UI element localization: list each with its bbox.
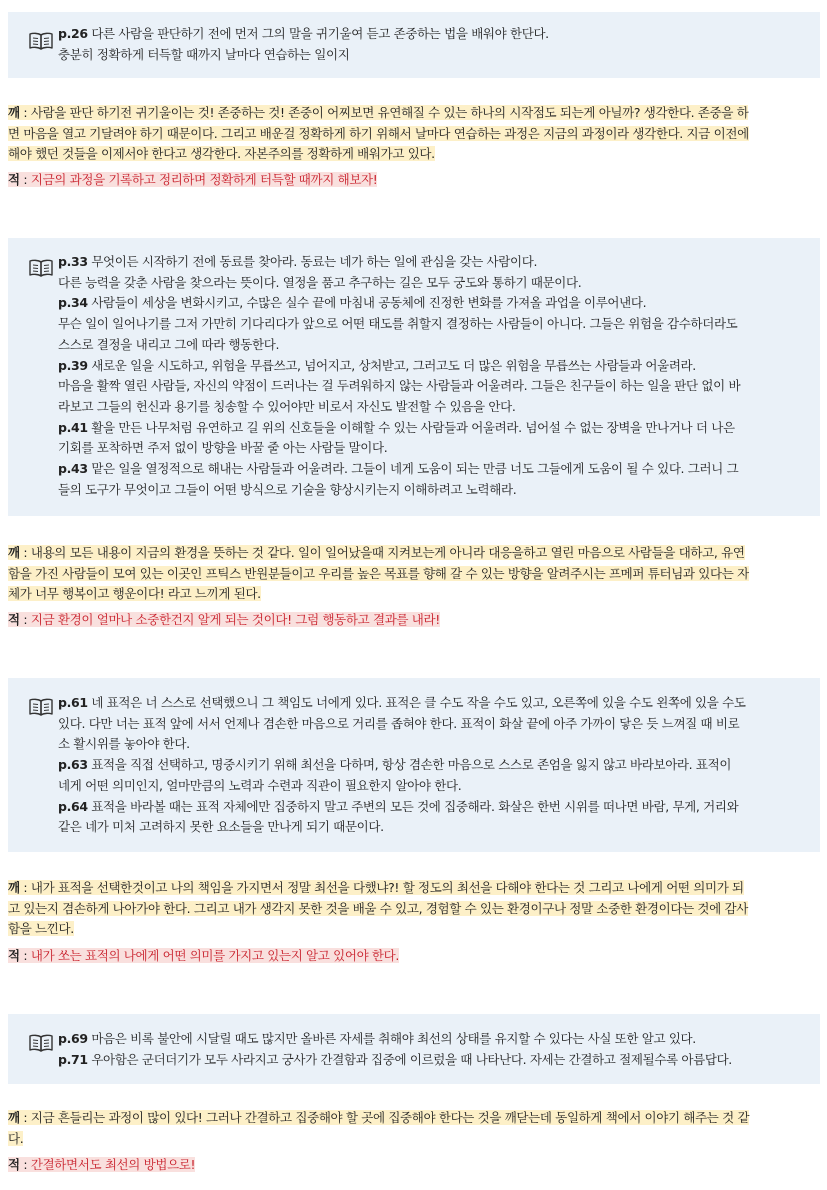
quote-block <box>8 238 820 516</box>
kkae-highlight <box>8 1110 749 1125</box>
reflection-block <box>8 543 824 631</box>
quote-block <box>8 678 820 852</box>
kkae-label: 깨 <box>8 1110 20 1125</box>
quote-text: 무엇이든 시작하기 전에 동료를 찾아라. 동료는 네가 하는 일에 관심을 갖는 사람이다. <box>87 254 538 269</box>
quote-text: 우아함은 군더더기가 모두 사라지고 궁사가 간결함과 집중에 이르렀을 때 나타난다. 자세는 간결하고 절제될수록 아름답다. <box>87 1051 732 1067</box>
open-book-icon <box>28 1034 54 1052</box>
jeok-line <box>8 946 824 967</box>
kkae-line <box>8 1108 824 1129</box>
quote-text: 마음을 활짝 열린 사람들, 자신의 약점이 드러나는 걸 두려워하지 않는 사람들과 어울려라. 그들은 친구들이 하는 일을 판단 없이 바 <box>58 378 741 394</box>
open-book-icon <box>28 259 54 277</box>
quote-line <box>58 797 800 818</box>
page-number: p.34 <box>58 295 88 311</box>
jeok-text: 내가 쏘는 표적의 나에게 어떤 의미를 가지고 있는지 알고 있어야 한다. <box>30 948 400 964</box>
quote-line <box>58 1029 800 1050</box>
jeok-label: 적 <box>8 612 20 628</box>
jeok-label: 적 <box>8 172 20 188</box>
kkae-text: 내용의 모든 내용이 지금의 환경을 뜻하는 것 같다. 일이 일어났을때 지켜보는게 아니라 대응을하고 열린 마음으로 사람들을 대하고, 유연 <box>30 545 745 560</box>
label-separator: : <box>19 545 31 560</box>
quote-line <box>58 817 800 838</box>
kkae-highlight <box>8 126 749 141</box>
quote-line <box>58 252 800 273</box>
quote-text: 스스로 결정을 내리고 그에 따라 행동한다. <box>58 336 280 352</box>
kkae-highlight <box>8 1131 23 1146</box>
quote-text: 라보고 그들의 헌신과 용기를 칭송할 수 있어야만 비로서 자신도 발전할 수 있음을 안다. <box>58 398 516 414</box>
quote-text: 표적을 직접 선택하고, 명중시키기 위해 최선을 다하며, 항상 겸손한 마음으로 스스로 존엄을 잃지 않고 바라보아라. 표적이 <box>87 757 732 773</box>
kkae-label: 깨 <box>8 105 20 120</box>
label-separator: : <box>19 172 31 188</box>
kkae-lines <box>8 878 824 940</box>
kkae-label: 깨 <box>8 545 20 560</box>
quote-line <box>58 397 800 418</box>
kkae-highlight <box>8 146 435 161</box>
quote-line <box>58 1050 800 1071</box>
quote-text: 들의 도구가 무엇이고 그들이 어떤 방식으로 기술을 향상시키는지 이해하려고 노력해라. <box>58 481 517 497</box>
jeok-text: 지금 환경이 얼마나 소중한건지 알게 되는 것이다! 그럼 행동하고 결과를 내라! <box>30 612 440 628</box>
reflection-block <box>8 1108 824 1176</box>
quote-line <box>58 273 800 294</box>
kkae-highlight <box>8 880 744 895</box>
page-number: p.39 <box>58 357 88 373</box>
kkae-lines <box>8 103 824 165</box>
quote-text: 다른 사람을 판단하기 전에 먼저 그의 말을 귀기울여 듣고 존중하는 법을 배워야 한단다. <box>87 26 549 41</box>
kkae-text: 면 마음을 열고 기달려야 하기 때문이다. 그리고 배운걸 정확하게 하기 위해서 날마다 연습하는 과정은 지금의 과정이라 생각한다. 지금 이전에 <box>8 125 749 141</box>
kkae-text: 지금 흔들리는 과정이 많이 있다! 그러나 간결하고 집중해야 할 곳에 집중해야 한다는 것을 깨닫는데 동일하게 책에서 이야기 해주는 것 같 <box>30 1110 750 1125</box>
kkae-line <box>8 1129 824 1150</box>
quote-text: 마음은 비록 불안에 시달릴 때도 많지만 올바른 자세를 취해야 최선의 상태를 유지할 수 있다는 사실 또한 알고 있다. <box>87 1031 696 1046</box>
reflection-block <box>8 103 824 191</box>
kkae-highlight <box>8 105 748 120</box>
kkae-line <box>8 564 824 585</box>
label-separator: : <box>19 880 31 895</box>
label-separator: : <box>19 948 31 964</box>
jeok-text: 지금의 과정을 기록하고 정리하며 정확하게 터득할 때까지 해보자! <box>30 172 378 188</box>
quote-text: 무슨 일이 일어나기를 그저 가만히 기다리다가 앞으로 어떤 태도를 취할지 결정하는 사람들이 아니다. 그들은 위험을 감수하더라도 <box>58 316 738 332</box>
jeok-line <box>8 170 824 191</box>
quote-line <box>58 376 800 397</box>
quote-lines <box>58 12 800 65</box>
kkae-line <box>8 144 824 165</box>
quote-line <box>58 418 800 439</box>
kkae-line <box>8 878 824 899</box>
kkae-line <box>8 124 824 145</box>
quote-text: 네게 어떤 의미인지, 얼마만큼의 노력과 수련과 직관이 필요한지 알아야 한다. <box>58 777 462 793</box>
quote-block <box>8 1014 820 1084</box>
quote-line <box>58 335 800 356</box>
quote-line <box>58 438 800 459</box>
kkae-highlight <box>8 586 261 601</box>
kkae-lines <box>8 543 824 605</box>
kkae-line <box>8 103 824 124</box>
kkae-line <box>8 543 824 564</box>
quote-line <box>58 714 800 735</box>
jeok-highlight <box>8 948 399 963</box>
quote-line <box>58 356 800 377</box>
open-book-icon <box>28 32 54 50</box>
page-number: p.63 <box>58 757 88 773</box>
page-number: p.41 <box>58 419 88 435</box>
quote-text: 활을 만든 나무처럼 유연하고 길 위의 신호들을 이해할 수 있는 사람들과 어울려라. 넘어설 수 없는 장벽을 만나거나 더 나은 <box>87 419 735 435</box>
quote-lines <box>58 1014 800 1070</box>
jeok-text: 간결하면서도 최선의 방법으로! <box>30 1157 196 1173</box>
kkae-lines <box>8 1108 824 1149</box>
jeok-highlight <box>8 1157 195 1172</box>
quote-line <box>58 776 800 797</box>
kkae-text: 해야 했던 것들을 이제서야 한다고 생각한다. 자본주의를 정확하게 배워가고 있다. <box>8 146 435 162</box>
quote-text: 소 활시위를 놓아야 한다. <box>58 736 190 752</box>
jeok-highlight <box>8 172 377 187</box>
jeok-line <box>8 1155 824 1176</box>
kkae-highlight <box>8 901 748 916</box>
quote-text: 충분히 정확하게 터득할 때까지 날마다 연습하는 일이지 <box>58 46 350 62</box>
kkae-line <box>8 584 824 605</box>
kkae-highlight <box>8 921 74 936</box>
kkae-text: 사람을 판단 하기전 귀기울이는 것! 존중하는 것! 존중이 어찌보면 유연해질 수 있는 하나의 시작점도 되는게 아닐까? 생각한다. 존중을 하 <box>30 105 749 120</box>
label-separator: : <box>19 1157 31 1173</box>
quote-text: 기회를 포착하면 주저 없이 방향을 바꿀 줄 아는 사람들 말이다. <box>58 440 388 456</box>
page-number: p.33 <box>58 254 88 269</box>
quote-text: 사람들이 세상을 변화시키고, 수많은 실수 끝에 마침내 공동체에 진정한 변화를 가져올 과업을 이루어낸다. <box>87 295 647 311</box>
kkae-highlight <box>8 566 749 581</box>
quote-text: 맡은 일을 열정적으로 해내는 사람들과 어울려라. 그들이 네게 도움이 되는 만큼 너도 그들에게 도움이 될 수 있다. 그러니 그 <box>87 461 739 477</box>
kkae-label: 깨 <box>8 880 20 895</box>
jeok-label: 적 <box>8 1157 20 1173</box>
quote-text: 있다. 다만 너는 표적 앞에 서서 언제나 겸손한 마음으로 거리를 좁혀야 한다. 표적이 화살 끝에 아주 가까이 닿은 듯 느껴질 때 비로 <box>58 715 740 731</box>
quote-line <box>58 734 800 755</box>
kkae-text: 체가 너무 행복이고 행운이다! 라고 느끼게 된다. <box>8 586 261 602</box>
quote-line <box>58 459 800 480</box>
quote-line <box>58 693 800 714</box>
quote-lines <box>58 238 800 500</box>
quote-text: 표적을 바라볼 때는 표적 자체에만 집중하지 말고 주변의 모든 것에 집중해라. 화살은 한번 시위를 떠나면 바람, 무게, 거리와 <box>87 798 739 814</box>
label-separator: : <box>19 105 31 120</box>
reflection-block <box>8 878 824 967</box>
jeok-label: 적 <box>8 948 20 964</box>
page-number: p.43 <box>58 461 88 477</box>
quote-line <box>58 314 800 335</box>
kkae-text: 고 있는지 겸손하게 나아가야 한다. 그리고 내가 생각지 못한 것을 배울 수 있고, 경험할 수 있는 환경이구나 정말 소중한 환경이다는 것에 감사 <box>8 900 748 916</box>
open-book-icon <box>28 698 54 716</box>
kkae-line <box>8 919 824 940</box>
kkae-text: 함을 가진 사람들이 모여 있는 이곳인 프틱스 반원분들이고 우리를 높은 목표를 향해 갈 수 있는 방향을 알려주시는 프메퍼 튜터님과 있다는 자 <box>8 565 749 581</box>
kkae-text: 함을 느낀다. <box>8 921 74 937</box>
quote-line <box>58 755 800 776</box>
page-number: p.71 <box>58 1051 88 1067</box>
page-number: p.69 <box>58 1031 88 1046</box>
jeok-highlight <box>8 612 440 627</box>
quote-block <box>8 12 820 78</box>
quote-line <box>58 24 800 45</box>
label-separator: : <box>19 612 31 628</box>
quote-line <box>58 293 800 314</box>
kkae-text: 다. <box>8 1130 24 1146</box>
page-number: p.61 <box>58 695 88 710</box>
quote-lines <box>58 678 800 838</box>
label-separator: : <box>19 1110 31 1125</box>
page-number: p.26 <box>58 26 88 41</box>
jeok-line <box>8 610 824 631</box>
quote-text: 새로운 일을 시도하고, 위험을 무릅쓰고, 넘어지고, 상처받고, 그러고도 더 많은 위험을 무릅쓰는 사람들과 어울려라. <box>87 357 696 373</box>
quote-text: 네 표적은 너 스스로 선택했으니 그 책임도 너에게 있다. 표적은 클 수도 작을 수도 있고, 오른쪽에 있을 수도 왼쪽에 있을 수도 <box>87 695 746 710</box>
quote-text: 다른 능력을 갖춘 사람을 찾으라는 뜻이다. 열정을 품고 추구하는 길은 모두 궁도와 통하기 때문이다. <box>58 274 582 290</box>
quote-text: 같은 네가 미처 고려하지 못한 요소들을 만나게 되기 때문이다. <box>58 819 384 835</box>
quote-line <box>58 480 800 501</box>
kkae-line <box>8 899 824 920</box>
quote-line <box>58 45 800 66</box>
kkae-text: 내가 표적을 선택한것이고 나의 책임을 가지면서 정말 최선을 다했냐?! 할 정도의 최선을 다해야 한다는 것 그리고 나에게 어떤 의미가 되 <box>30 880 744 895</box>
page-number: p.64 <box>58 798 88 814</box>
kkae-highlight <box>8 545 745 560</box>
